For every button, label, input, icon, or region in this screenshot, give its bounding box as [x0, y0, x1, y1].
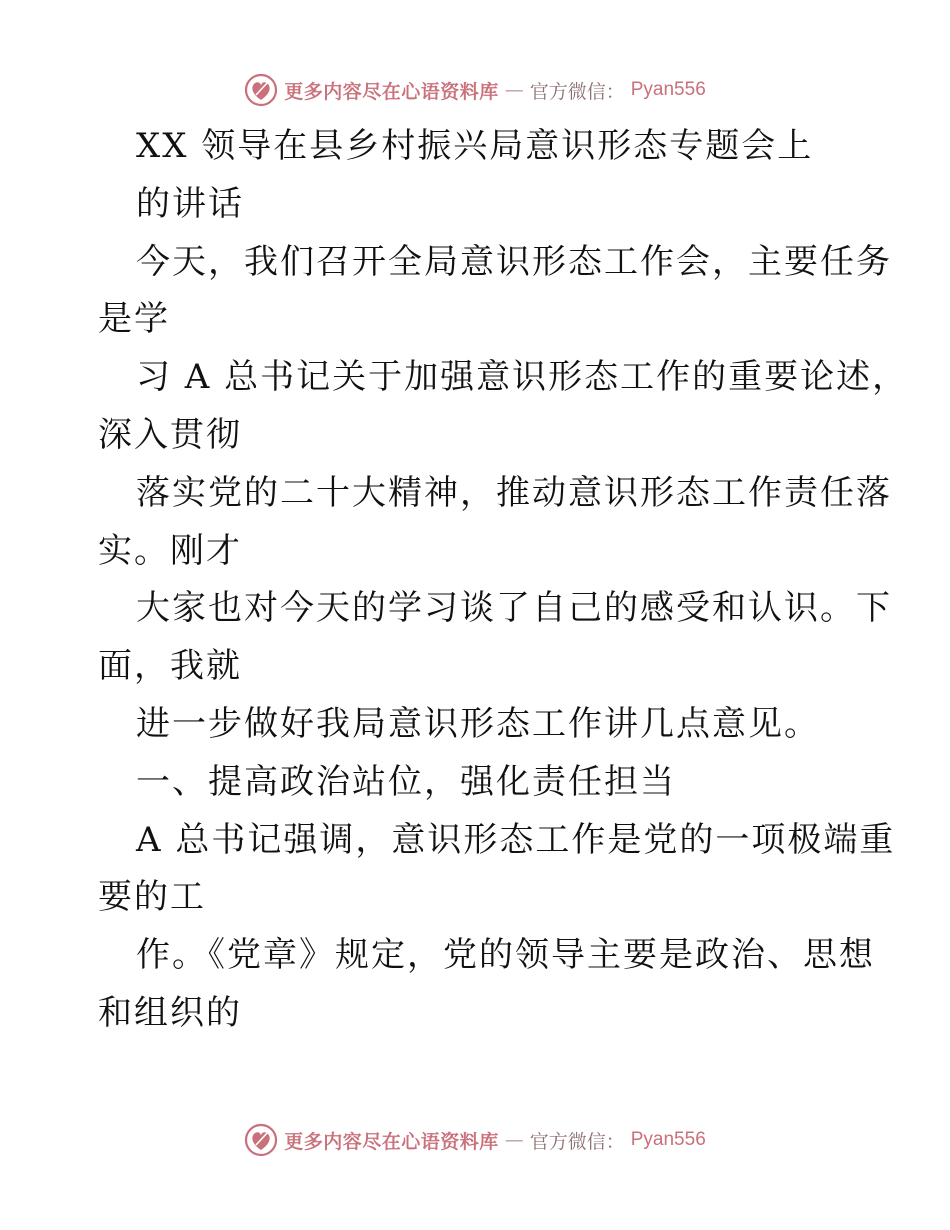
text-line: 大家也对今天的学习谈了自己的感受和认识。下 [136, 588, 892, 629]
text-line: XX 领导在县乡村振兴局意识形态专题会上 [136, 126, 814, 166]
text-line: A 总书记强调，意识形态工作是党的一项极端重 [136, 819, 896, 860]
text-line: 一、提高政治站位，强化责任担当 [136, 761, 676, 802]
watermark-separator: — [504, 79, 524, 101]
watermark-wechat-id: Pyan556 [630, 79, 706, 100]
text-line: 进一步做好我局意识形态工作讲几点意见。 [136, 703, 820, 744]
document-body [98, 118, 909, 1043]
watermark-wechat-label: 官方微信： [529, 80, 625, 103]
text-line: 习 A 总书记关于加强意识形态工作的重要论述， [136, 357, 909, 398]
text-line: 是学 [98, 299, 170, 340]
watermark-wechat-label: 官方微信： [529, 1130, 625, 1153]
text-line: 实。刚才 [98, 530, 242, 571]
text-line: 要的工 [98, 877, 206, 918]
text-line: 面，我就 [98, 646, 242, 687]
text-line: 深入贯彻 [98, 414, 242, 455]
watermark-brand: 更多内容尽在心语资料库 [284, 80, 499, 103]
text-line: 和组织的 [98, 992, 242, 1033]
text-line: 落实党的二十大精神，推动意识形态工作责任落 [136, 472, 892, 513]
text-line: 今天，我们召开全局意识形态工作会，主要任务 [136, 241, 892, 282]
watermark-wechat-id: Pyan556 [630, 1129, 706, 1150]
footer-watermark [0, 1120, 950, 1160]
text-line: 作。《党章》规定，党的领导主要是政治、思想 [136, 935, 875, 976]
watermark-brand: 更多内容尽在心语资料库 [284, 1130, 499, 1153]
heart-leaf-logo-icon [244, 1123, 278, 1157]
watermark-separator: — [504, 1129, 524, 1151]
text-line: 的讲话 [136, 183, 244, 224]
heart-leaf-logo-icon [244, 73, 278, 107]
header-watermark [0, 70, 950, 110]
